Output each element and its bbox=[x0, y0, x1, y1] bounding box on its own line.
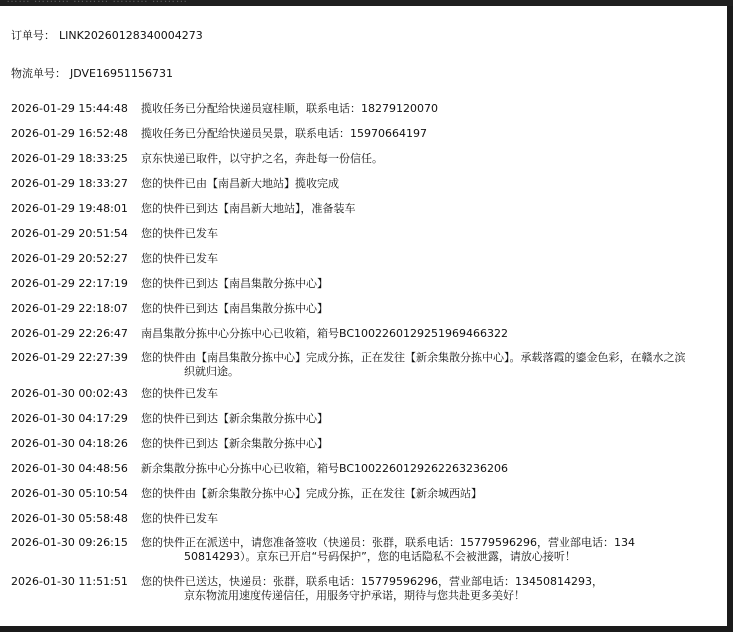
scrollbar[interactable] bbox=[727, 6, 733, 626]
event-description-continued: 50814293）。京东已开启“号码保护”，您的电话隐私不会被泄露，请放心接听！ bbox=[184, 550, 576, 563]
event-timestamp: 2026-01-30 04:17:29 bbox=[11, 412, 128, 425]
top-partial-text bbox=[6, 0, 187, 5]
event-timestamp: 2026-01-29 15:44:48 bbox=[11, 102, 128, 115]
event-timestamp: 2026-01-29 18:33:27 bbox=[11, 177, 128, 190]
order-number-value: LINK20260128340004273 bbox=[59, 29, 203, 42]
event-description: 您的快件正在派送中，请您准备签收（快递员：张群，联系电话：15779596296，营业部电话：134 bbox=[141, 536, 635, 549]
event-description: 京东快递已取件，以守护之名，奔赴每一份信任。 bbox=[141, 152, 383, 165]
waybill-number-label: 物流单号： bbox=[11, 67, 66, 80]
order-number-label: 订单号： bbox=[11, 29, 55, 42]
event-description: 新余集散分拣中心分拣中心已收箱，箱号BC1002260129262263236206 bbox=[141, 462, 509, 475]
event-description: 您的快件已到达【南昌新大地站】，准备装车 bbox=[141, 202, 356, 215]
event-timestamp: 2026-01-30 11:51:51 bbox=[11, 575, 128, 588]
event-timestamp: 2026-01-30 05:10:54 bbox=[11, 487, 128, 500]
event-timestamp: 2026-01-29 22:17:19 bbox=[11, 277, 128, 290]
event-timestamp: 2026-01-29 22:18:07 bbox=[11, 302, 128, 315]
event-timestamp: 2026-01-29 22:27:39 bbox=[11, 351, 128, 364]
event-timestamp: 2026-01-29 16:52:48 bbox=[11, 127, 128, 140]
tracking-document bbox=[0, 6, 727, 626]
event-timestamp: 2026-01-29 20:52:27 bbox=[11, 252, 128, 265]
event-description: 您的快件已到达【新余集散分拣中心】 bbox=[141, 437, 328, 450]
event-description: 您的快件已发车 bbox=[141, 227, 218, 240]
event-description: 您的快件已到达【南昌集散分拣中心】 bbox=[141, 277, 328, 290]
event-description: 您的快件已发车 bbox=[141, 512, 218, 525]
event-description-continued: 织就归途。 bbox=[184, 365, 239, 378]
event-description: 揽收任务已分配给快递员寇桂顺，联系电话：18279120070 bbox=[141, 102, 438, 115]
event-description: 您的快件已发车 bbox=[141, 387, 218, 400]
event-description: 您的快件已由【南昌新大地站】揽收完成 bbox=[141, 177, 339, 190]
waybill-number-line bbox=[11, 67, 173, 81]
event-description: 您的快件已到达【新余集散分拣中心】 bbox=[141, 412, 328, 425]
event-description: 您的快件由【新余集散分拣中心】完成分拣，正在发往【新余城西站】 bbox=[141, 487, 482, 500]
event-description: 南昌集散分拣中心分拣中心已收箱，箱号BC1002260129251969466322 bbox=[141, 327, 509, 340]
event-timestamp: 2026-01-29 20:51:54 bbox=[11, 227, 128, 240]
event-description: 您的快件由【南昌集散分拣中心】完成分拣，正在发往【新余集散分拣中心】。承载落霞的鎏金色彩，在赣水之滨 bbox=[141, 351, 686, 364]
event-timestamp: 2026-01-29 18:33:25 bbox=[11, 152, 128, 165]
waybill-number-value: JDVE16951156731 bbox=[70, 67, 173, 80]
event-timestamp: 2026-01-30 04:48:56 bbox=[11, 462, 128, 475]
event-description: 揽收任务已分配给快递员吴景，联系电话：15970664197 bbox=[141, 127, 427, 140]
event-timestamp: 2026-01-29 19:48:01 bbox=[11, 202, 128, 215]
event-timestamp: 2026-01-30 04:18:26 bbox=[11, 437, 128, 450]
order-number-line bbox=[11, 29, 203, 43]
event-description: 您的快件已送达，快递员：张群，联系电话：15779596296，营业部电话：13450814293， bbox=[141, 575, 603, 588]
event-description-continued: 京东物流用速度传递信任，用服务守护承诺，期待与您共赴更多美好！ bbox=[184, 589, 525, 602]
event-description: 您的快件已到达【南昌集散分拣中心】 bbox=[141, 302, 328, 315]
event-timestamp: 2026-01-30 09:26:15 bbox=[11, 536, 128, 549]
event-timestamp: 2026-01-30 00:02:43 bbox=[11, 387, 128, 400]
event-timestamp: 2026-01-30 05:58:48 bbox=[11, 512, 128, 525]
event-timestamp: 2026-01-29 22:26:47 bbox=[11, 327, 128, 340]
event-description: 您的快件已发车 bbox=[141, 252, 218, 265]
